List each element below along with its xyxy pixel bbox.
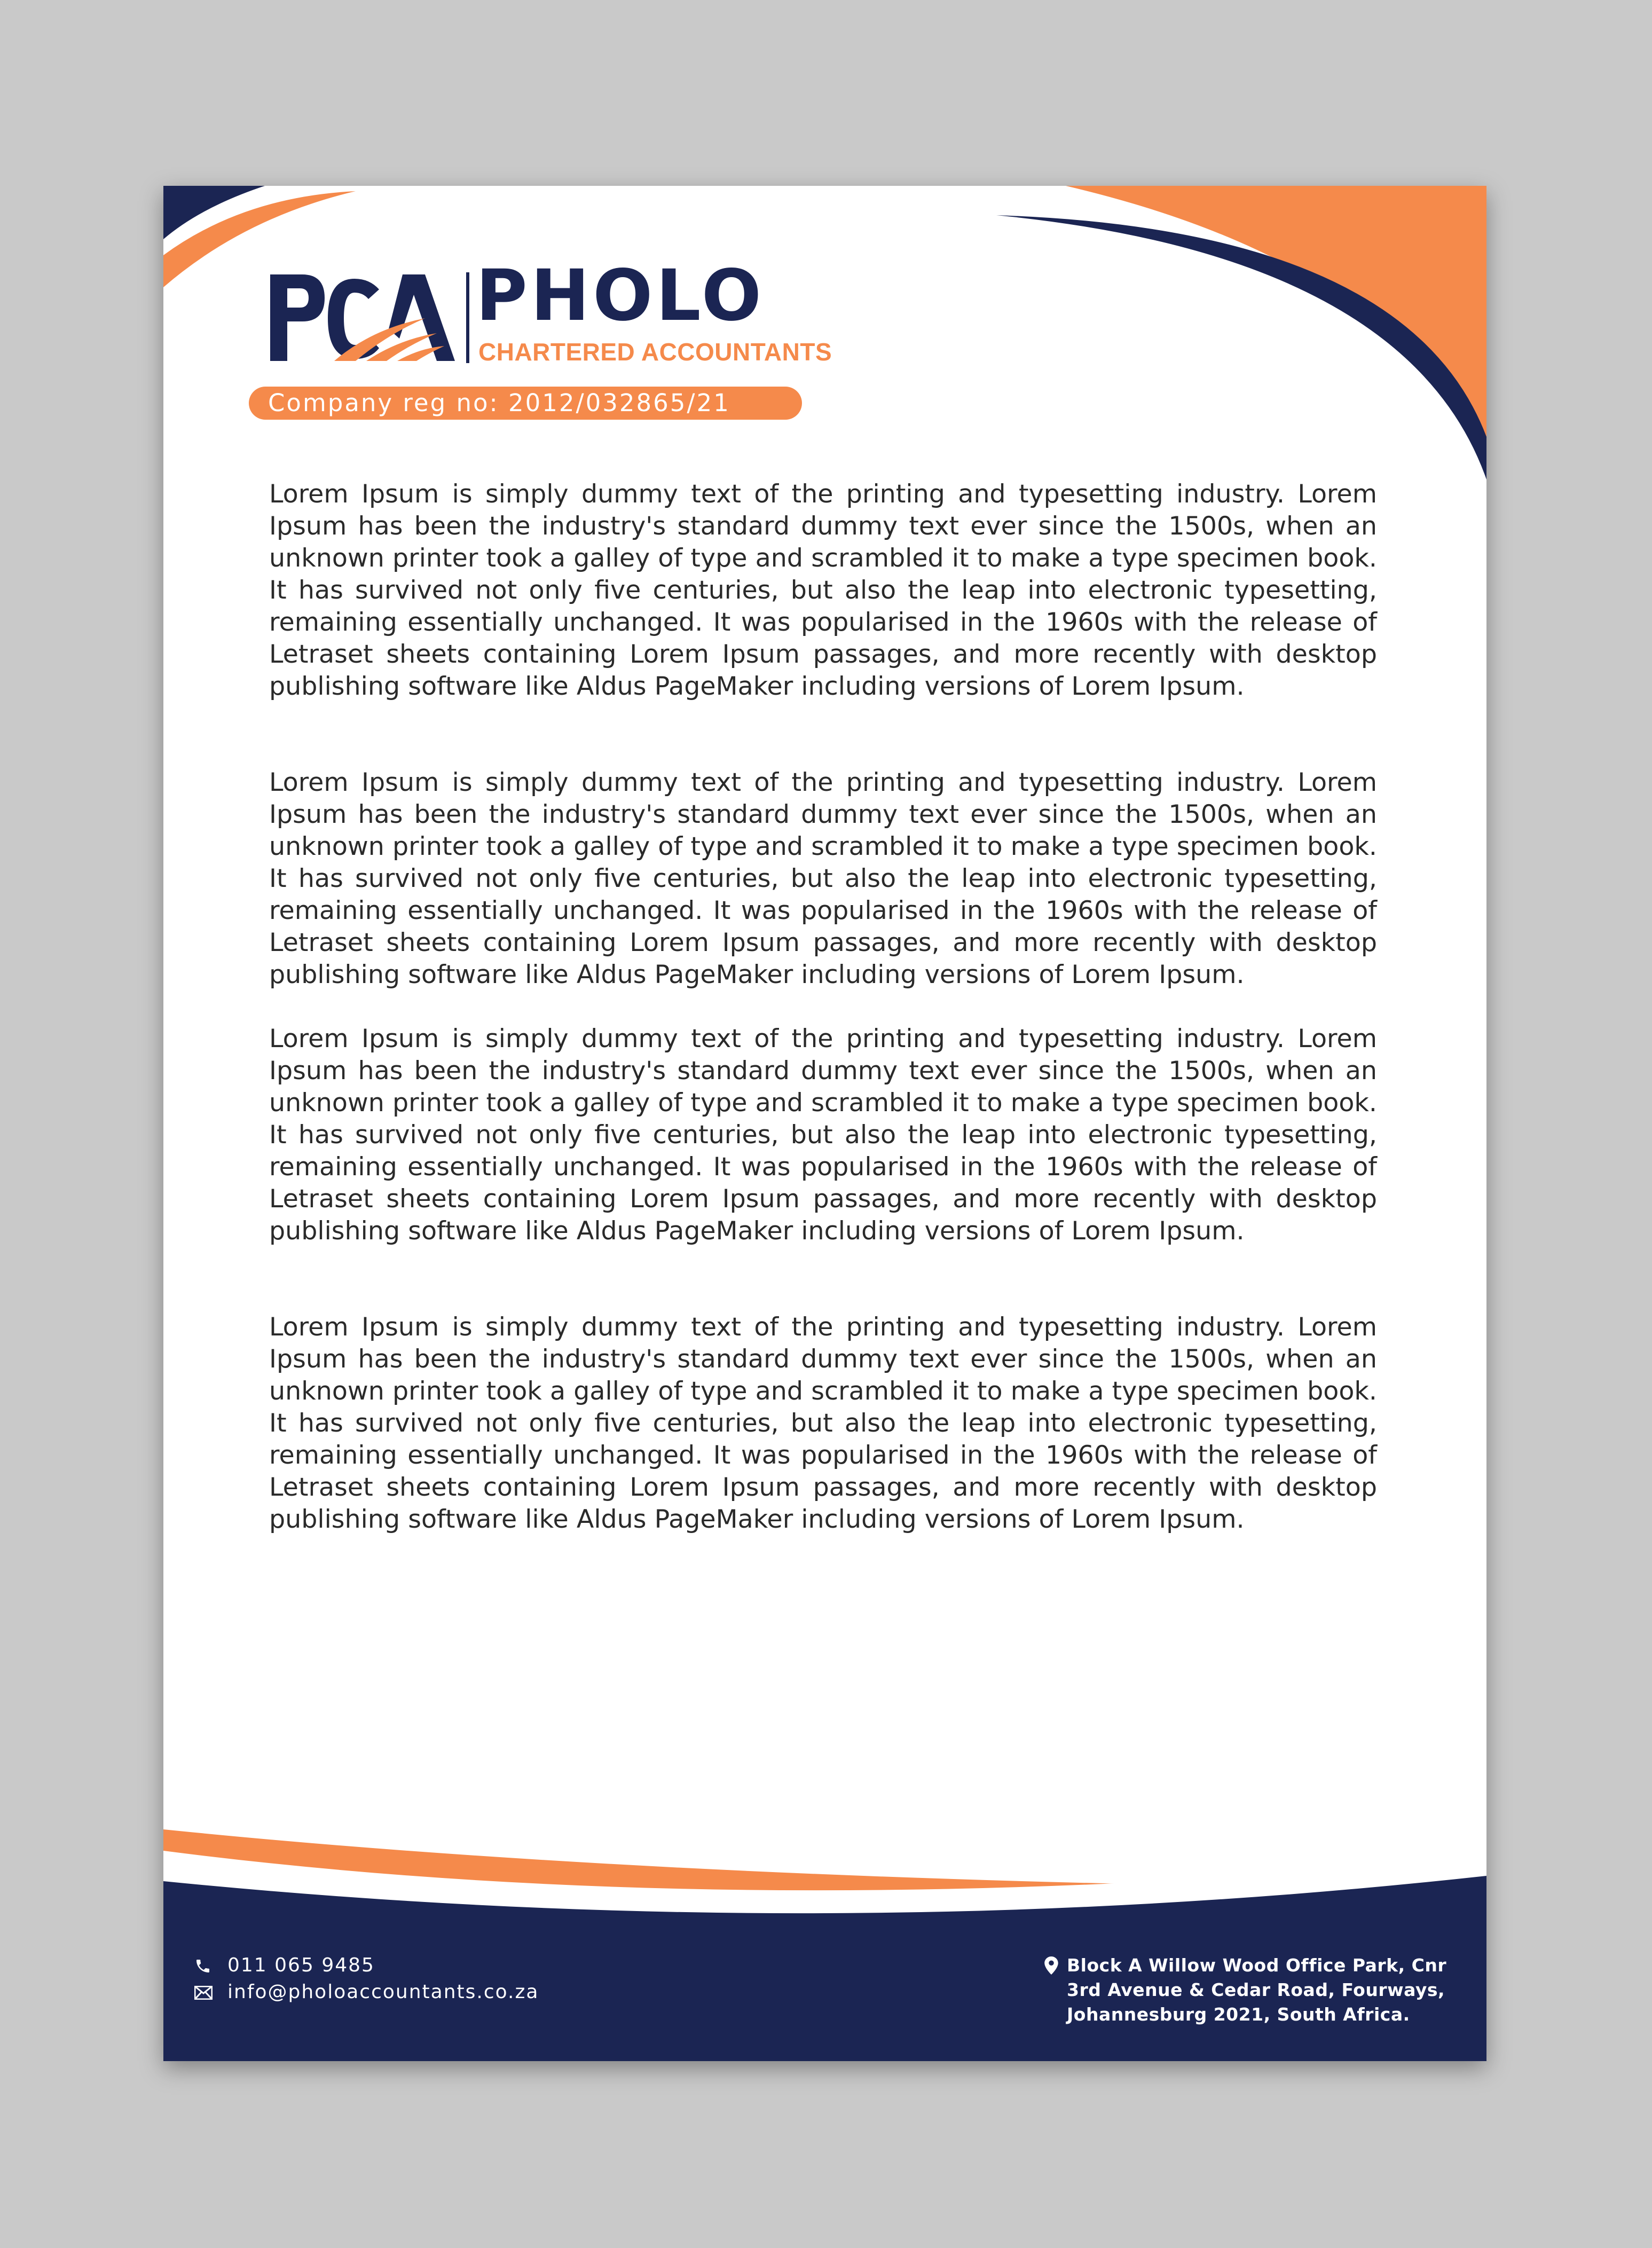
body-paragraph: Lorem Ipsum is simply dummy text of the printing and typesetting industry. Lorem Ipsum has been the industry's standard dummy text ever since the 1500s, when an unknown printer took a galley of type and scrambled it to make a type specimen book. It has survived not only five centuries, but also the leap into electronic typesetting, remaining essentially unchanged. It was popularised in the 1960s with the release of Letraset sheets containing Lorem Ipsum passages, and more recently with desktop publishing software like Aldus PageMaker including versions of Lorem Ipsum. bbox=[269, 768, 1377, 989]
registration-badge: Company reg no: 2012/032865/21 bbox=[249, 387, 802, 420]
pca-monogram-icon bbox=[265, 265, 457, 372]
email-icon bbox=[194, 1986, 227, 2000]
address-line: Block A Willow Wood Office Park, Cnr bbox=[1067, 1955, 1447, 1976]
body-paragraph: Lorem Ipsum is simply dummy text of the printing and typesetting industry. Lorem Ipsum has been the industry's standard dummy text ever since the 1500s, when an unknown printer took a galley of type and scrambled it to make a type specimen book. It has survived not only five centuries, but also the leap into electronic typesetting, remaining essentially unchanged. It was popularised in the 1960s with the release of Letraset sheets containing Lorem Ipsum passages, and more recently with desktop publishing software like Aldus PageMaker including versions of Lorem Ipsum. bbox=[269, 1312, 1377, 1534]
company-name: PHOLO bbox=[476, 255, 765, 337]
body-paragraph: Lorem Ipsum is simply dummy text of the printing and typesetting industry. Lorem Ipsum has been the industry's standard dummy text ever since the 1500s, when an unknown printer took a galley of type and scrambled it to make a type specimen book. It has survived not only five centuries, but also the leap into electronic typesetting, remaining essentially unchanged. It was popularised in the 1960s with the release of Letraset sheets containing Lorem Ipsum passages, and more recently with desktop publishing software like Aldus PageMaker including versions of Lorem Ipsum. bbox=[269, 480, 1377, 701]
footer-phone-row bbox=[194, 1952, 539, 1979]
company-subtitle: CHARTERED ACCOUNTANTS bbox=[478, 338, 832, 366]
address-line: 3rd Avenue & Cedar Road, Fourways, bbox=[1067, 1979, 1445, 2000]
footer-phone[interactable]: 011 065 9485 bbox=[227, 1954, 375, 1976]
logo-divider bbox=[466, 272, 469, 363]
footer-email-row bbox=[194, 1979, 539, 2006]
footer-contact bbox=[194, 1952, 539, 2006]
letter-body bbox=[269, 478, 1377, 1536]
body-paragraph: Lorem Ipsum is simply dummy text of the printing and typesetting industry. Lorem Ipsum has been the industry's standard dummy text ever since the 1500s, when an unknown printer took a galley of type and scrambled it to make a type specimen book. It has survived not only five centuries, but also the leap into electronic typesetting, remaining essentially unchanged. It was popularised in the 1960s with the release of Letraset sheets containing Lorem Ipsum passages, and more recently with desktop publishing software like Aldus PageMaker including versions of Lorem Ipsum. bbox=[269, 1024, 1377, 1246]
footer-email[interactable]: info@pholoaccountants.co.za bbox=[227, 1981, 539, 2003]
phone-icon bbox=[194, 1958, 227, 1975]
location-pin-icon bbox=[1044, 1956, 1058, 1981]
address-line: Johannesburg 2021, South Africa. bbox=[1067, 2004, 1410, 2025]
letterhead-sheet bbox=[163, 186, 1486, 2061]
